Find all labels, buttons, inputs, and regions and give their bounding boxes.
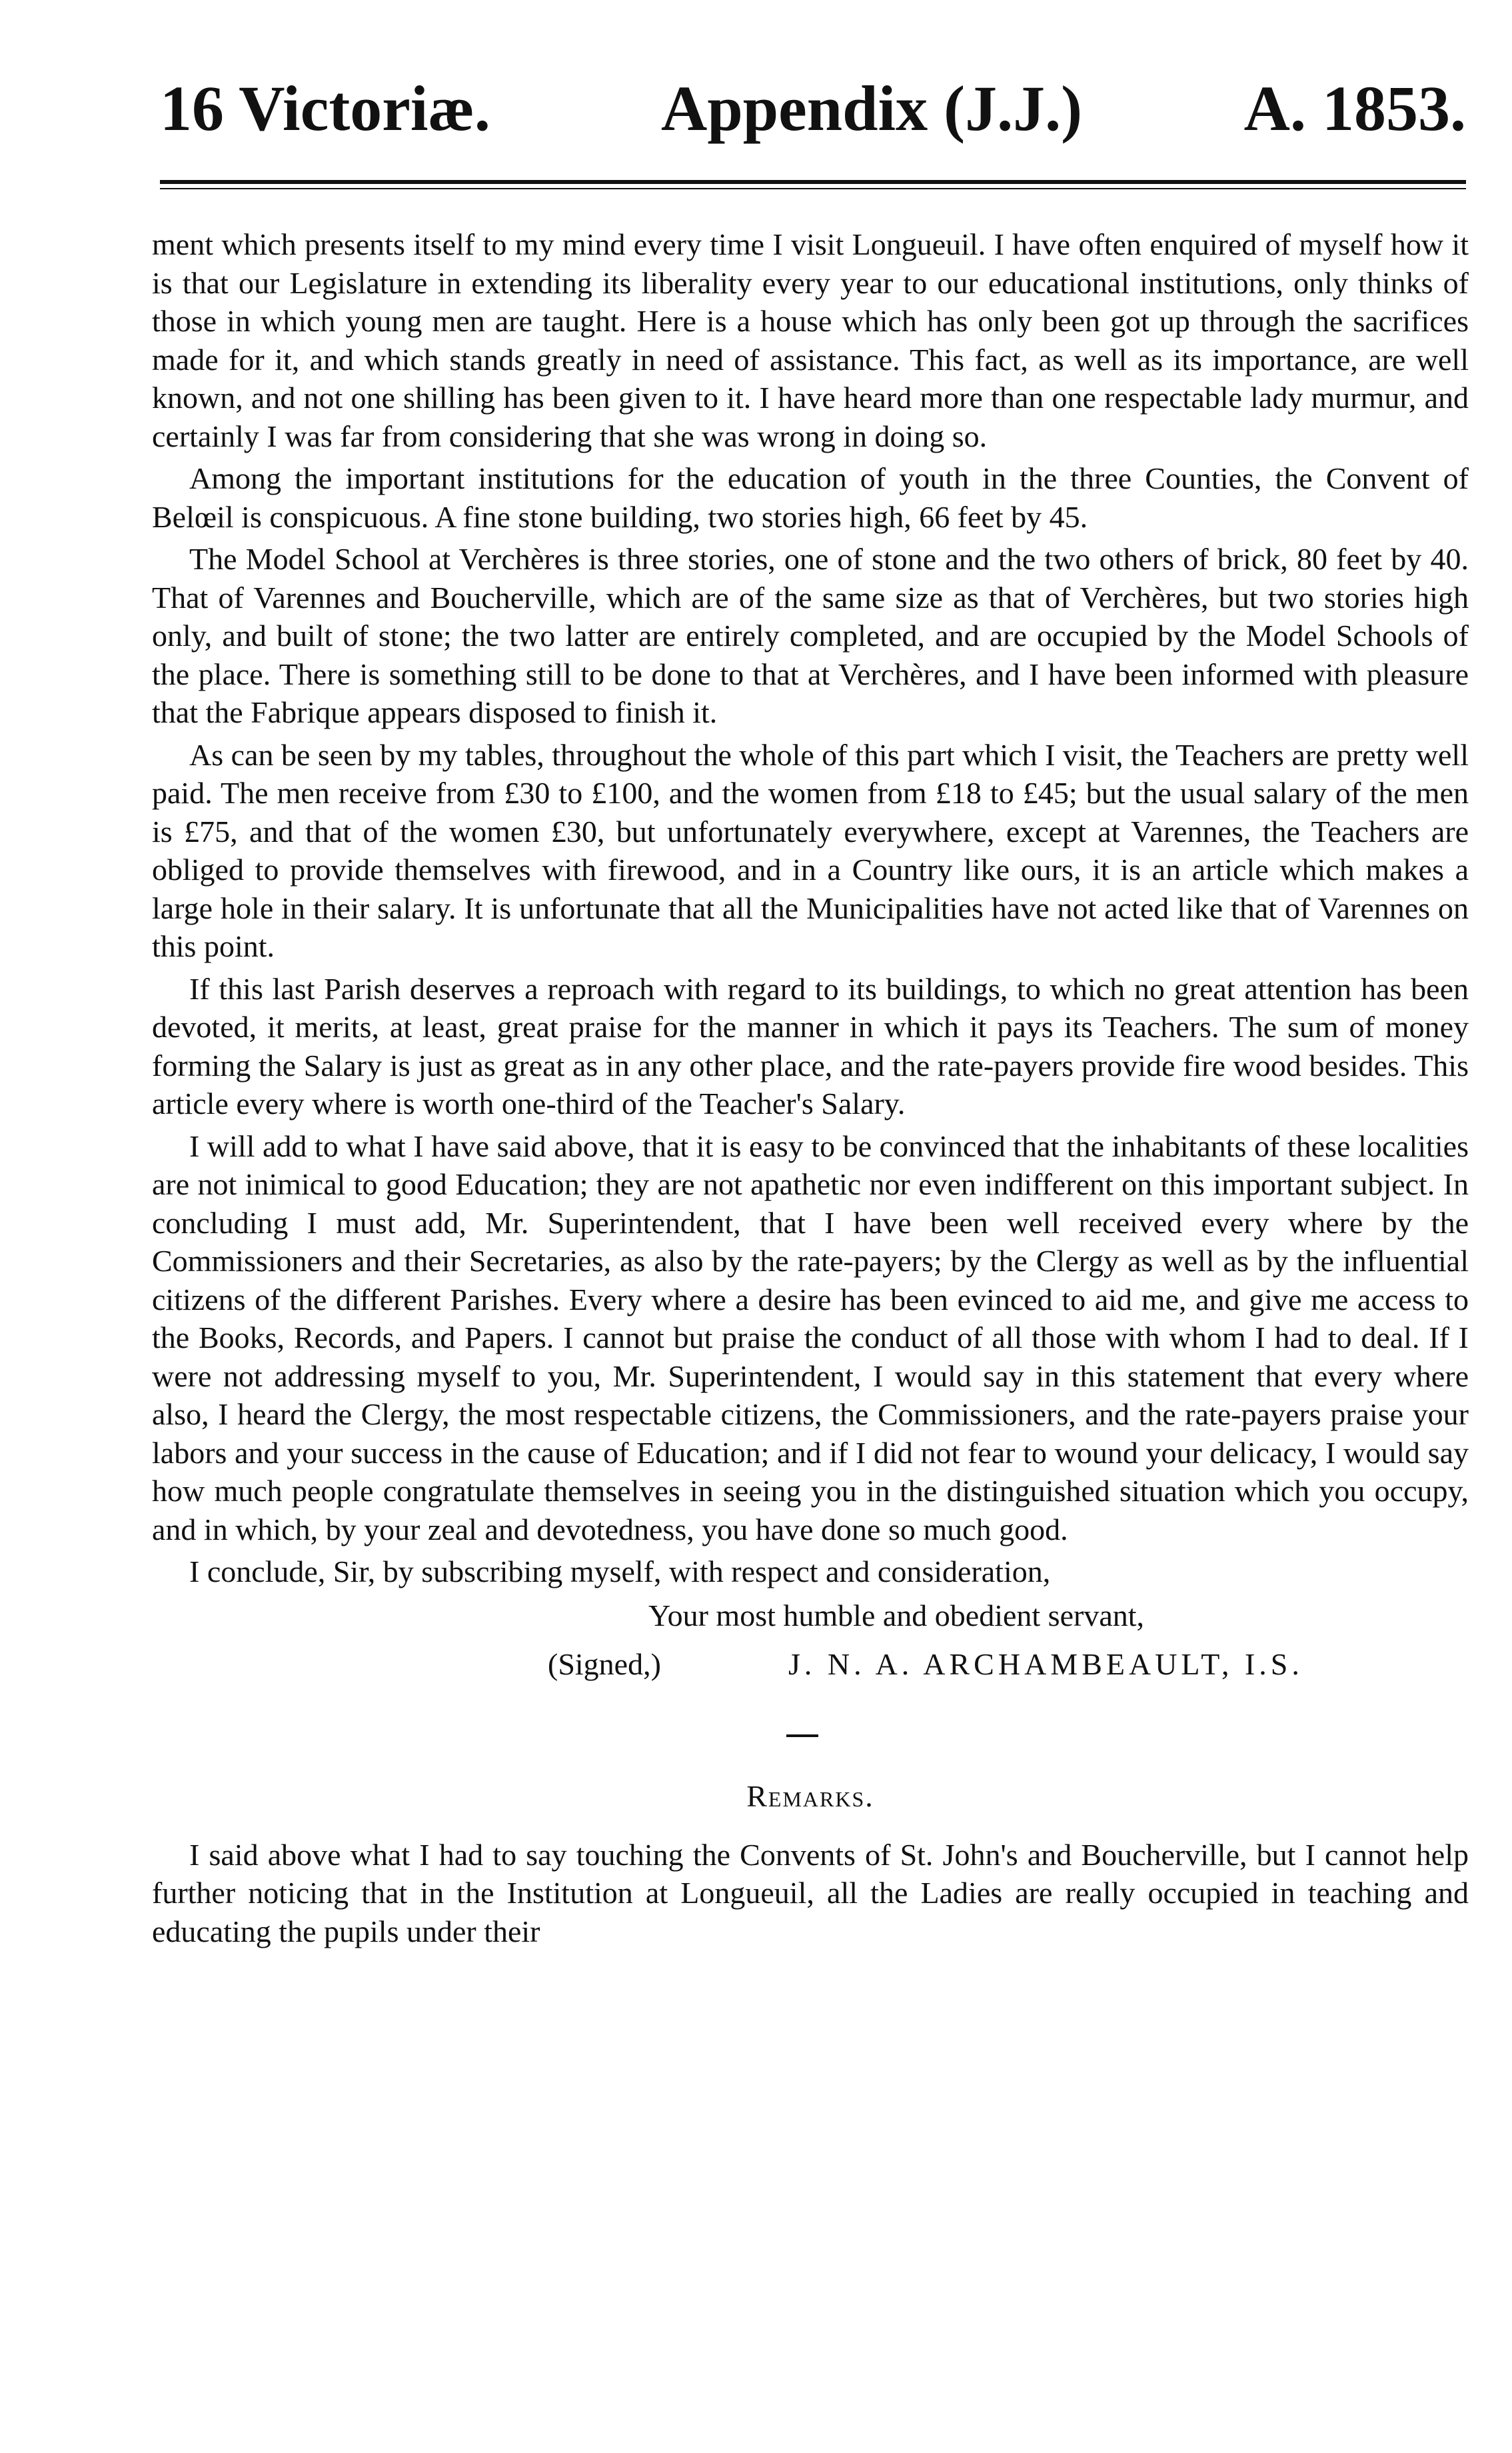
paragraph: I will add to what I have said above, that it is easy to be convinced that the inhabitants of these localities are not inimical to good Education; they are not apathetic nor even indifferent on this important subject. In concluding I must add, Mr. Superintendent, that I have been well received every where by the Commissioners and their Secretaries, as also by the rate-payers; by the Clergy as well as by the influential citizens of the different Parishes. Every where a desire has been evinced to aid me, and give me access to the Books, Records, and Papers. I cannot but praise the conduct of all those with whom I had to deal. If I were not addressing myself to you, Mr. Superintendent, I would say in this statement that every where also, I heard the Clergy, the most respectable citizens, the Commissioners, and the rate-payers praise your labors and your success in the cause of Education; and if I did not fear to wound your delicacy, I would say how much people congratulate themselves in seeing you in the distinguished situation which you occupy, and in which, by your zeal and devotedness, you have done so much good. — [152, 1129, 1469, 1546]
paragraph: Among the important institutions for the education of youth in the three Counties, the Convent of Belœil is conspicuous. A fine stone building, two stories high, 66 feet by 45. — [152, 461, 1469, 534]
header-rule-thick — [160, 180, 1466, 184]
signature-block — [152, 1641, 1469, 1688]
paragraph: As can be seen by my tables, throughout the whole of this part which I visit, the Teachers are pretty well paid. The men receive from £30 to £100, and the women from £18 to £45; but the usual salary of the men is £75, and that of the women £30, but unfortunately everywhere, except at Varennes, the Teachers are obliged to provide themselves with firewood, and in a Country like ours, it is an article which makes a large hole in their salary. It is unfortunate that all the Municipalities have not acted like that of Varennes on this point. — [152, 737, 1469, 963]
header-year: A. 1853. — [1243, 73, 1466, 144]
header-session: 16 Victoriæ. — [160, 73, 490, 144]
remarks-heading: Remarks. — [746, 1779, 874, 1813]
document-body — [152, 225, 1469, 1954]
page-header — [160, 72, 1466, 145]
signatory-name: J. N. A. ARCHAMBEAULT, I.S. — [788, 1647, 1303, 1681]
signed-label: (Signed,) — [548, 1647, 661, 1681]
header-appendix: Appendix (J.J.) — [661, 73, 1083, 144]
remarks-paragraph: I said above what I had to say touching the Convents of St. John's and Boucherville, but I cannot help further noticing that in the Institution at Longueuil, all the Ladies are really occupied in teaching and educating the pupils under their — [152, 1837, 1469, 1948]
section-divider — [786, 1734, 818, 1737]
paragraph: The Model School at Verchères is three stories, one of stone and the two others of brick, 80 feet by 40. That of Varennes and Boucherville, which are of the same size as that of Verchères, but two stories high only, and built of stone; the two latter are entirely completed, and are occupied by the Model Schools of the place. There is something still to be done to that at Verchères, and I have been informed with pleasure that the Fabrique appears disposed to finish it. — [152, 542, 1469, 729]
header-rule-thin — [160, 188, 1466, 189]
paragraph: If this last Parish deserves a reproach with regard to its buildings, to which no great attention has been devoted, it merits, at least, great praise for the manner in which it pays its Teachers. The sum of money forming the Salary is just as great as in any other place, and the rate-payers provide fire wood besides. This article every where is worth one-third of the Teacher's Salary. — [152, 971, 1469, 1121]
closing-line: I conclude, Sir, by subscribing myself, with respect and consideration, — [189, 1554, 1051, 1588]
signoff-line: Your most humble and obedient servant, — [648, 1598, 1145, 1632]
paragraph: ment which presents itself to my mind every time I visit Longueuil. I have often enquired of myself how it is that our Legislature in extending its liberality every year to our educational institutions, only thinks of those in which young men are taught. Here is a house which has only been got up through the sacrifices made for it, and which stands greatly in need of assistance. This fact, as well as its importance, are well known, and not one shilling has been given to it. I have heard more than one respectable lady murmur, and certainly I was far from considering that she was wrong in doing so. — [152, 227, 1469, 453]
